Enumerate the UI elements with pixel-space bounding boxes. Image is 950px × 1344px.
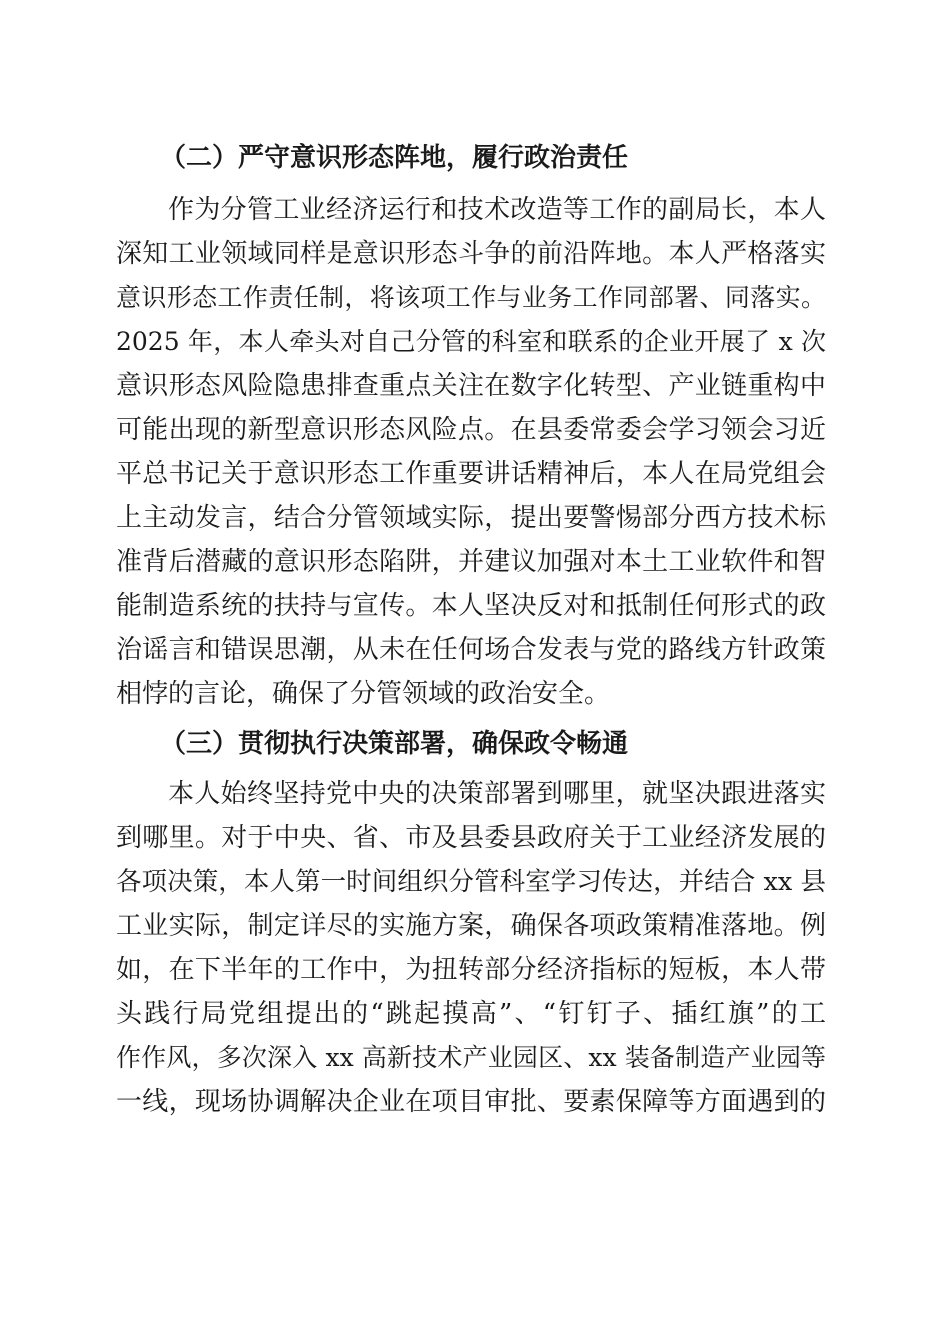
section-2-line-9: 准背后潜藏的意识形态陷阱，并建议加强对本土工业软件和智 [116,547,826,577]
section-3-line-8: 一线，现场协调解决企业在项目审批、要素保障等方面遇到的 [116,1087,826,1117]
section-3-line-4: 工业实际，制定详尽的实施方案，确保各项政策精准落地。例 [116,911,826,941]
section-3-line-2: 到哪里。对于中央、省、市及县委县政府关于工业经济发展的 [116,823,826,853]
section-3-line-3: 各项决策，本人第一时间组织分管科室学习传达，并结合 xx 县 [116,867,826,897]
section-2-line-6: 可能出现的新型意识形态风险点。在县委常委会学习领会习近 [116,415,826,445]
section-2-line-11: 治谣言和错误思潮，从未在任何场合发表与党的路线方针政策 [116,635,826,665]
section-2-line-10: 能制造系统的扶持与宣传。本人坚决反对和抵制任何形式的政 [116,591,826,621]
section-2-line-7: 平总书记关于意识形态工作重要讲话精神后，本人在局党组会 [116,459,826,489]
section-3-line-7: 作作风，多次深入 xx 高新技术产业园区、xx 装备制造产业园等 [116,1043,826,1072]
section-3-heading: （三）贯彻执行决策部署，确保政令畅通 [160,729,629,759]
section-2-line-4: 2025 年，本人牵头对自己分管的科室和联系的企业开展了 x 次 [116,327,826,356]
section-3-line-5: 如，在下半年的工作中，为扭转部分经济指标的短板，本人带 [116,955,826,985]
section-2-line-8: 上主动发言，结合分管领域实际，提出要警惕部分西方技术标 [116,503,826,533]
section-2-line-1: 作为分管工业经济运行和技术改造等工作的副局长，本人 [168,195,826,225]
section-2-line-5: 意识形态风险隐患排查重点关注在数字化转型、产业链重构中 [116,371,826,401]
section-2-line-2: 深知工业领域同样是意识形态斗争的前沿阵地。本人严格落实 [116,239,826,269]
section-2-line-12: 相悖的言论，确保了分管领域的政治安全。 [116,679,611,709]
section-3-line-6: 头践行局党组提出的“跳起摸高”、“钉钉子、插红旗”的工 [116,999,826,1029]
section-2-line-3: 意识形态工作责任制，将该项工作与业务工作同部署、同落实。 [116,283,826,312]
section-2-heading: （二）严守意识形态阵地，履行政治责任 [160,143,629,173]
section-3-line-1: 本人始终坚持党中央的决策部署到哪里，就坚决跟进落实 [168,779,826,809]
